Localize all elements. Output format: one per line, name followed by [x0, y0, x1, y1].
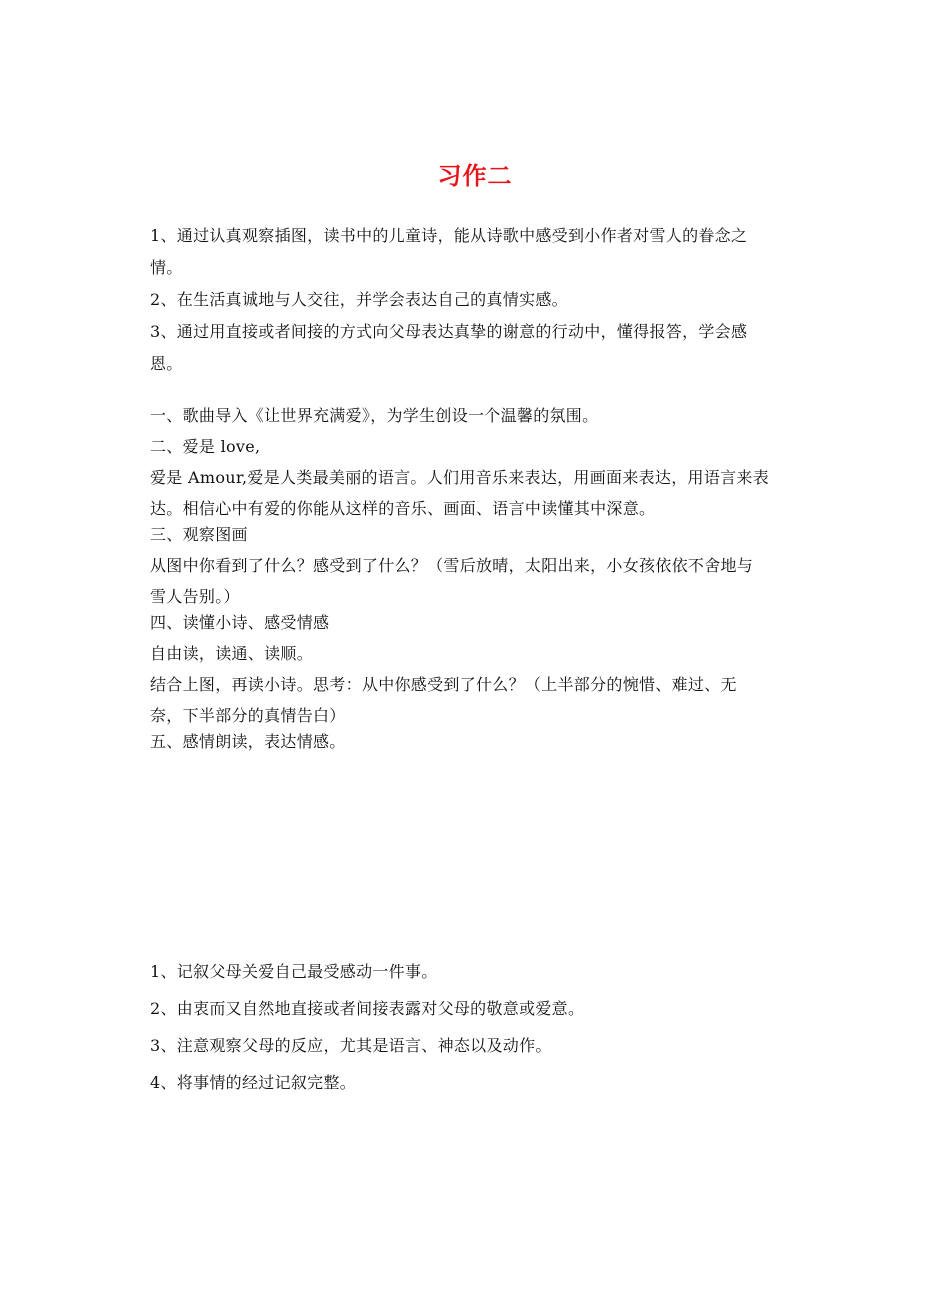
goal-line: 情。 — [150, 258, 183, 277]
step-line: 雪人告别。） — [150, 587, 240, 606]
teaching-steps — [150, 406, 850, 763]
step-line: 达。相信心中有爱的你能从这样的音乐、画面、语言中读懂其中深意。 — [150, 499, 656, 518]
step-line: 爱是 Amour,爱是人类最美丽的语言。人们用音乐来表达，用画面来表达，用语言来表 — [150, 468, 770, 487]
page-title: 习作二 — [437, 162, 513, 190]
goal-line: 2、在生活真诚地与人交往，并学会表达自己的真情实感。 — [150, 290, 568, 309]
step-line: 自由读，读通、读顺。 — [150, 644, 314, 663]
goal-line: 恩。 — [150, 354, 183, 373]
writing-requirements — [150, 962, 850, 1110]
step-line: 一、歌曲导入《让世界充满爱》，为学生创设一个温馨的氛围。 — [150, 406, 599, 425]
step-line: 奈，下半部分的真情告白） — [150, 706, 346, 725]
step-line: 二、爱是 love, — [150, 437, 261, 456]
step-line: 从图中你看到了什么？感受到了什么？（雪后放晴，太阳出来，小女孩依依不舍地与 — [150, 556, 754, 575]
requirement-line: 3、注意观察父母的反应，尤其是语言、神态以及动作。 — [150, 1036, 552, 1055]
requirement-line: 4、将事情的经过记叙完整。 — [150, 1073, 357, 1092]
step-line: 三、观察图画 — [150, 525, 248, 544]
step-line: 五、感情朗读，表达情感。 — [150, 732, 346, 751]
goal-line: 1、通过认真观察插图，读书中的儿童诗，能从诗歌中感受到小作者对雪人的眷念之 — [150, 226, 748, 245]
requirement-line: 1、记叙父母关爱自己最受感动一件事。 — [150, 962, 438, 981]
step-line: 四、读懂小诗、感受情感 — [150, 613, 330, 632]
requirement-line: 2、由衷而又自然地直接或者间接表露对父母的敬意或爱意。 — [150, 999, 585, 1018]
teaching-goals — [150, 226, 850, 386]
step-line: 结合上图，再读小诗。思考：从中你感受到了什么？（上半部分的惋惜、难过、无 — [150, 675, 737, 694]
goal-line: 3、通过用直接或者间接的方式向父母表达真挚的谢意的行动中，懂得报答，学会感 — [150, 322, 748, 341]
